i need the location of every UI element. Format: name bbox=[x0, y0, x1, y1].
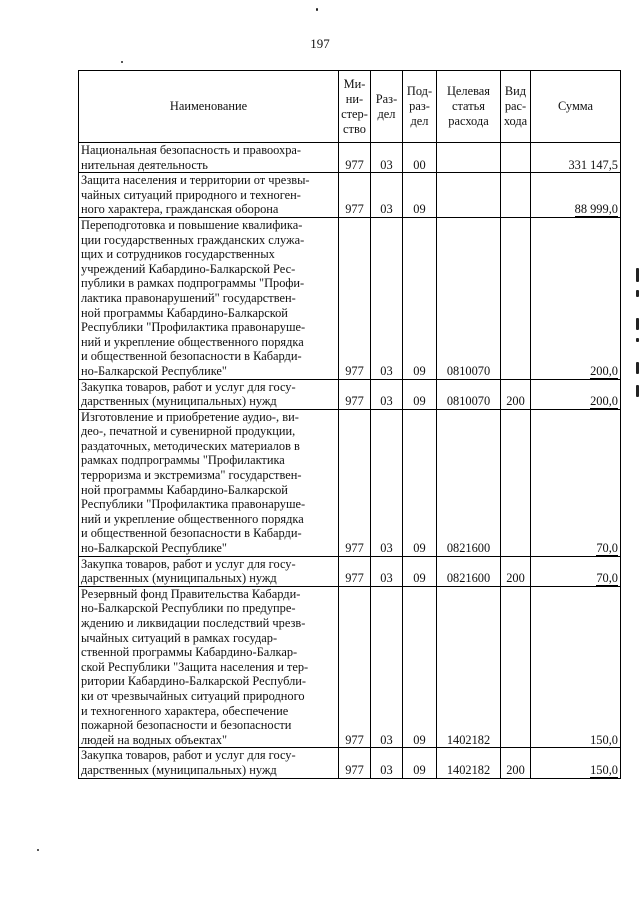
table-row bbox=[79, 173, 621, 218]
scan-mark bbox=[316, 8, 318, 11]
table-row bbox=[79, 379, 621, 409]
cell-section: 03 bbox=[371, 379, 403, 409]
cell-target: 0821600 bbox=[437, 556, 501, 586]
cell-name: Национальная безопасность и правоохра- нительная деятельность bbox=[79, 143, 339, 173]
cell-sum: 150,0 bbox=[531, 586, 621, 748]
cell-kind: 200 bbox=[501, 379, 531, 409]
cell-ministry: 977 bbox=[339, 143, 371, 173]
scan-mark bbox=[636, 338, 639, 342]
header-section: Раз- дел bbox=[371, 71, 403, 143]
scan-mark bbox=[37, 849, 39, 851]
cell-kind bbox=[501, 217, 531, 379]
table-row bbox=[79, 409, 621, 556]
cell-name: Закупка товаров, работ и услуг для госу- дарственных (муниципальных) нужд bbox=[79, 379, 339, 409]
header-sum: Сумма bbox=[531, 71, 621, 143]
cell-sum: 150,0 bbox=[531, 748, 621, 778]
cell-subsection: 09 bbox=[403, 556, 437, 586]
cell-target: 1402182 bbox=[437, 586, 501, 748]
cell-target: 1402182 bbox=[437, 748, 501, 778]
header-ministry: Ми- ни- стер- ство bbox=[339, 71, 371, 143]
scan-mark bbox=[636, 362, 639, 374]
cell-sum: 88 999,0 bbox=[531, 173, 621, 218]
cell-kind: 200 bbox=[501, 748, 531, 778]
cell-subsection: 09 bbox=[403, 217, 437, 379]
cell-subsection: 09 bbox=[403, 409, 437, 556]
table-row bbox=[79, 748, 621, 778]
cell-section: 03 bbox=[371, 217, 403, 379]
page-number: 197 bbox=[310, 36, 330, 51]
cell-kind: 200 bbox=[501, 556, 531, 586]
cell-subsection: 09 bbox=[403, 379, 437, 409]
cell-name: Закупка товаров, работ и услуг для госу- дарственных (муниципальных) нужд bbox=[79, 556, 339, 586]
scan-mark bbox=[636, 268, 639, 282]
cell-target bbox=[437, 143, 501, 173]
header-target: Целевая статья расхода bbox=[437, 71, 501, 143]
header-name: Наименование bbox=[79, 71, 339, 143]
scan-mark bbox=[636, 290, 639, 297]
cell-ministry: 977 bbox=[339, 409, 371, 556]
cell-sum: 331 147,5 bbox=[531, 143, 621, 173]
budget-table bbox=[78, 70, 621, 779]
scan-mark bbox=[636, 385, 639, 397]
cell-kind bbox=[501, 173, 531, 218]
cell-subsection: 00 bbox=[403, 143, 437, 173]
cell-ministry: 977 bbox=[339, 379, 371, 409]
cell-section: 03 bbox=[371, 586, 403, 748]
cell-name: Переподготовка и повышение квалифика- ции государственных гражданских служа- щих и сотрудников государственных учреждений Кабардино-Балкарской Рес- публики в рамках подпрограммы "Профи- лактика правонарушений" государствен- ной программы Кабардино-Балкарской Республики "Профилактика правонаруше- ний и укрепление общественного порядка и общественной безопасности в Кабарди- но-Балкарской Республике" bbox=[79, 217, 339, 379]
table-row bbox=[79, 143, 621, 173]
table-row bbox=[79, 586, 621, 748]
cell-section: 03 bbox=[371, 556, 403, 586]
table-header-row bbox=[79, 71, 621, 143]
cell-kind bbox=[501, 409, 531, 556]
cell-ministry: 977 bbox=[339, 217, 371, 379]
cell-section: 03 bbox=[371, 409, 403, 556]
cell-sum: 70,0 bbox=[531, 556, 621, 586]
cell-target: 0821600 bbox=[437, 409, 501, 556]
cell-name: Закупка товаров, работ и услуг для госу- дарственных (муниципальных) нужд bbox=[79, 748, 339, 778]
cell-ministry: 977 bbox=[339, 748, 371, 778]
table-row bbox=[79, 556, 621, 586]
cell-section: 03 bbox=[371, 143, 403, 173]
cell-name: Защита населения и территории от чрезвы- чайных ситуаций природного и техноген- ного характера, гражданская оборона bbox=[79, 173, 339, 218]
cell-kind bbox=[501, 586, 531, 748]
cell-sum: 200,0 bbox=[531, 217, 621, 379]
table-row bbox=[79, 217, 621, 379]
scan-mark bbox=[636, 318, 639, 330]
cell-sum: 200,0 bbox=[531, 379, 621, 409]
cell-subsection: 09 bbox=[403, 173, 437, 218]
cell-name: Изготовление и приобретение аудио-, ви- део-, печатной и сувенирной продукции, раздаточных, методических материалов в рамках подпрограммы "Профилактика терроризма и экстремизма" государствен- ной программы Кабардино-Балкарской Республики "Профилактика правонаруше- ний и укрепление общественного порядка и общественной безопасности в Кабарди- но-Балкарской Республике" bbox=[79, 409, 339, 556]
scan-mark bbox=[121, 61, 123, 63]
cell-section: 03 bbox=[371, 173, 403, 218]
header-subsection: Под- раз- дел bbox=[403, 71, 437, 143]
cell-ministry: 977 bbox=[339, 556, 371, 586]
cell-target bbox=[437, 173, 501, 218]
cell-target: 0810070 bbox=[437, 379, 501, 409]
cell-subsection: 09 bbox=[403, 748, 437, 778]
cell-ministry: 977 bbox=[339, 173, 371, 218]
cell-sum: 70,0 bbox=[531, 409, 621, 556]
header-kind: Вид рас- хода bbox=[501, 71, 531, 143]
cell-ministry: 977 bbox=[339, 586, 371, 748]
cell-name: Резервный фонд Правительства Кабарди- но-Балкарской Республики по предупре- ждению и ликвидации последствий чрезв- ычайных ситуаций в рамках государ- ственной программы Кабардино-Балкар- ской Республики "Защита населения и тер- ритории Кабардино-Балкарской Республи- ки от чрезвычайных ситуаций природного и техногенного характера, обеспечение пожарной безопасности и безопасности людей на водных объектах" bbox=[79, 586, 339, 748]
cell-subsection: 09 bbox=[403, 586, 437, 748]
cell-target: 0810070 bbox=[437, 217, 501, 379]
cell-kind bbox=[501, 143, 531, 173]
cell-section: 03 bbox=[371, 748, 403, 778]
